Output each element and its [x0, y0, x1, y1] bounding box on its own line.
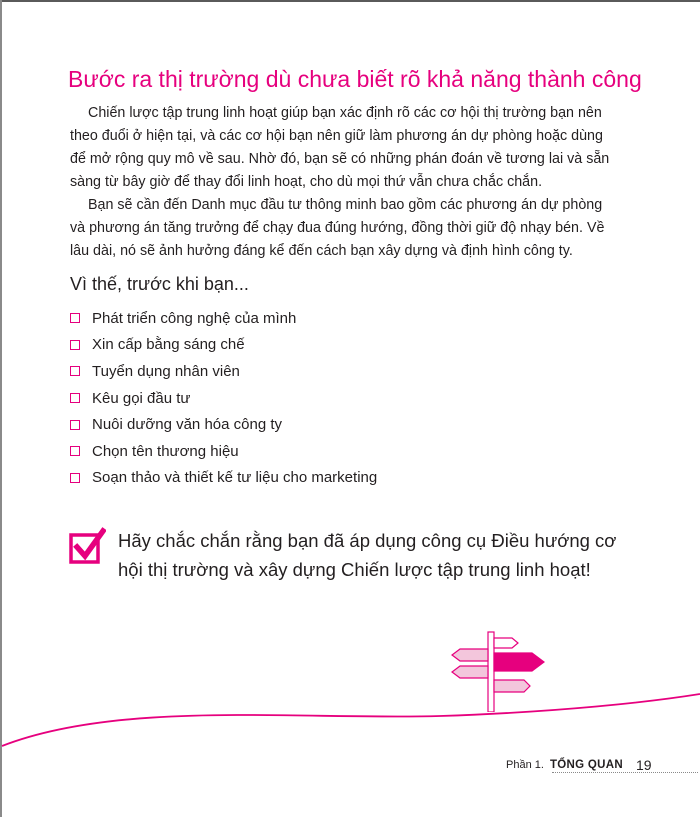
footer-part-name: TỔNG QUAN	[549, 759, 623, 771]
footer-dotted-rule	[552, 772, 698, 773]
checklist-item	[70, 332, 377, 359]
checklist-item	[70, 438, 377, 465]
decorative-wave	[0, 680, 700, 760]
checkbox-icon	[70, 473, 80, 483]
checkbox-checked-icon	[68, 527, 106, 565]
checkbox-icon	[70, 313, 80, 323]
checklist-item-label: Phát triển công nghệ của mình	[92, 309, 297, 327]
paragraph-1: Chiến lược tập trung linh hoạt giúp bạn xác định rõ các cơ hội thị trường bạn nên theo đuổi ở hiện tại, và các cơ hội bạn nên giữ làm phương án dự phòng hoặc dùng để mở rộng quy mô về sau. Nhờ đó, bạn sẽ có những phán đoán về tương lai và sẵn sàng từ bây giờ để thay đổi linh hoạt, cho dù mọi thứ vẫn chưa chắc chắn.	[70, 105, 610, 190]
checklist-item-label: Soạn thảo và thiết kế tư liệu cho marketing	[92, 469, 378, 487]
checklist	[70, 305, 377, 491]
checklist-item	[70, 411, 377, 438]
checklist-item-label: Xin cấp bằng sáng chế	[92, 336, 245, 354]
callout-text: Hãy chắc chắn rằng bạn đã áp dụng công cụ Điều hướng cơ hội thị trường và xây dựng Chiến lược tập trung linh hoạt!	[118, 530, 617, 580]
checkbox-icon	[70, 446, 80, 456]
checklist-item	[70, 305, 377, 332]
checklist-item-label: Chọn tên thương hiệu	[92, 442, 239, 460]
checklist-item	[70, 385, 377, 412]
checkbox-icon	[70, 393, 80, 403]
checklist-item	[70, 465, 377, 492]
top-border	[0, 0, 700, 2]
checklist-item-label: Nuôi dưỡng văn hóa công ty	[92, 416, 282, 434]
checkbox-icon	[70, 366, 80, 376]
checkbox-icon	[70, 340, 80, 350]
checklist-intro: Vì thế, trước khi bạn...	[70, 274, 249, 294]
checklist-item	[70, 358, 377, 385]
checklist-item-label: Kêu gọi đầu tư	[92, 389, 191, 407]
paragraph-2: Bạn sẽ cần đến Danh mục đầu tư thông minh bao gồm các phương án dự phòng và phương án tăng trưởng để chạy đua đúng hướng, đồng thời giữ độ nhạy bén. Về lâu dài, nó sẽ ảnh hưởng đáng kể đến cách bạn xây dựng và định hình công ty.	[70, 197, 605, 259]
signpost-icon	[448, 630, 548, 712]
section-heading: Bước ra thị trường dù chưa biết rõ khả năng thành công	[68, 66, 642, 92]
checklist-item-label: Tuyển dụng nhân viên	[92, 362, 240, 380]
footer-part-number: Phần 1.	[506, 759, 544, 771]
footer-part-label	[506, 758, 623, 772]
checkbox-icon	[70, 420, 80, 430]
page-number: 19	[636, 757, 652, 773]
